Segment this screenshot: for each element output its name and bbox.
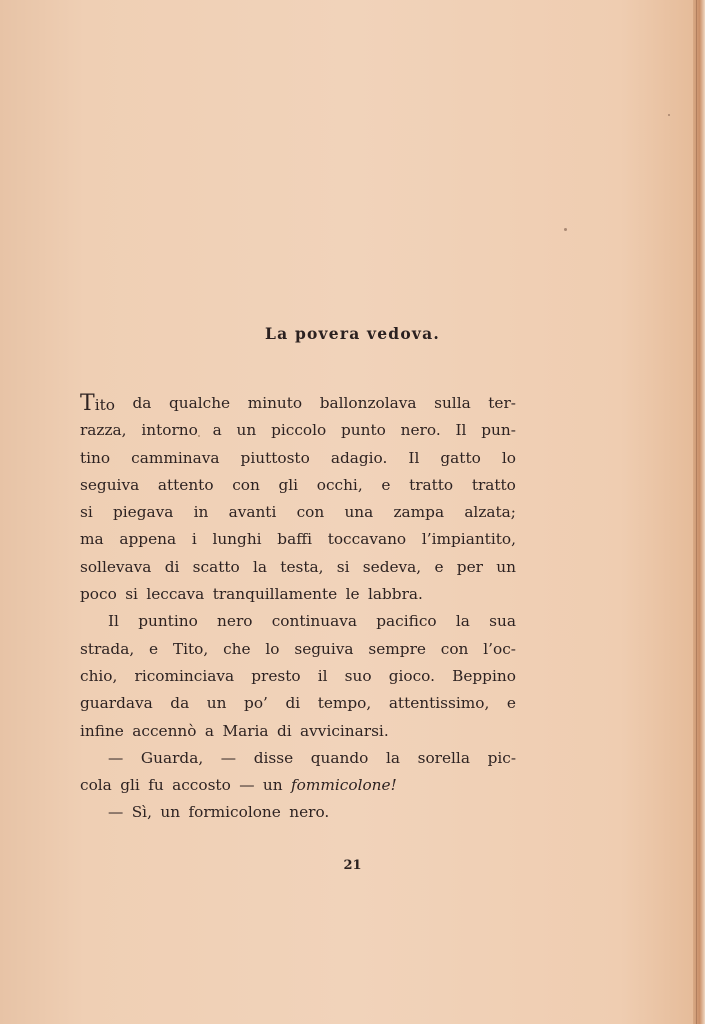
word: camminava xyxy=(131,448,220,467)
word: qualche xyxy=(168,394,231,412)
text-line xyxy=(80,417,516,444)
word: zampa xyxy=(393,503,445,522)
word: punto xyxy=(341,421,386,440)
word: accosto xyxy=(172,776,231,795)
word: le xyxy=(345,585,360,604)
text-line xyxy=(80,390,516,417)
text-line xyxy=(80,772,516,799)
word: testa, xyxy=(280,557,324,576)
word: accennò xyxy=(132,721,197,740)
word: piegava xyxy=(112,503,174,522)
paper-speck xyxy=(668,114,670,116)
word: a xyxy=(204,721,215,740)
word: pic- xyxy=(487,748,516,767)
word: razza, xyxy=(80,421,127,440)
word: lunghi xyxy=(212,530,262,549)
word: Sì, xyxy=(131,803,152,822)
word: che xyxy=(223,639,251,658)
word: un xyxy=(496,557,516,576)
word: sollevava xyxy=(80,557,152,576)
word: — xyxy=(108,803,124,822)
word: Maria xyxy=(222,721,269,740)
word: tino xyxy=(80,448,111,467)
word: il xyxy=(317,666,328,685)
page-number: 21 xyxy=(343,858,362,873)
word: si xyxy=(125,585,138,604)
word: un xyxy=(262,776,283,795)
word: tranquillamente xyxy=(212,585,338,604)
word: pacifico xyxy=(376,612,437,631)
word: la xyxy=(455,612,470,631)
word: fommicolone! xyxy=(291,776,397,795)
word: — xyxy=(220,748,237,767)
word: per xyxy=(456,557,483,576)
text-line xyxy=(80,663,516,690)
word: — xyxy=(239,776,255,795)
word: si xyxy=(80,503,93,522)
text-line xyxy=(80,581,516,608)
word: Il xyxy=(408,448,420,467)
word: un xyxy=(160,803,181,822)
word: attento xyxy=(157,475,214,494)
word: intorno xyxy=(141,421,198,440)
word: gli xyxy=(120,776,140,795)
word: si xyxy=(336,557,350,576)
word: tratto xyxy=(471,475,516,494)
text-line xyxy=(80,526,516,553)
word: da xyxy=(170,694,190,713)
word: e xyxy=(149,639,159,658)
word: continuava xyxy=(271,612,357,631)
text-line xyxy=(80,745,516,772)
word: di xyxy=(164,557,180,576)
word: ballonzolava xyxy=(319,394,417,412)
word: attentissimo, xyxy=(388,694,490,713)
word: l’oc- xyxy=(483,639,516,658)
word: lo xyxy=(501,448,516,467)
word: pun- xyxy=(481,421,516,440)
text-line xyxy=(80,554,516,581)
word: leccava xyxy=(146,585,205,604)
text-line xyxy=(80,718,516,745)
word: a xyxy=(212,421,222,440)
word: con xyxy=(232,475,260,494)
word: sorella xyxy=(417,748,470,767)
word: con xyxy=(440,639,469,658)
word: piuttosto xyxy=(240,448,310,467)
word: appena xyxy=(119,530,177,549)
word: e xyxy=(381,475,391,494)
chapter-title: La povera vedova. xyxy=(265,324,440,343)
word: disse xyxy=(253,748,294,767)
word: occhi, xyxy=(316,475,363,494)
word: gatto xyxy=(440,448,481,467)
word-part: ito xyxy=(94,396,115,414)
word: sempre xyxy=(368,639,426,658)
word: Il xyxy=(455,421,467,440)
word: ter- xyxy=(488,394,516,412)
word: piccolo xyxy=(271,421,327,440)
word: seguiva xyxy=(294,639,354,658)
word: chio, xyxy=(80,666,118,685)
word: da xyxy=(132,394,152,412)
text-line xyxy=(80,690,516,717)
word: i xyxy=(191,530,197,549)
word: nero xyxy=(217,612,253,631)
word: Beppino xyxy=(452,666,516,685)
word: seguiva xyxy=(80,475,140,494)
drop-cap: T xyxy=(80,391,95,416)
word: sua xyxy=(489,612,516,631)
word: nero. xyxy=(289,803,330,822)
text-line xyxy=(80,499,516,526)
text-line xyxy=(80,445,516,472)
word: sedeva, xyxy=(362,557,422,576)
word: sulla xyxy=(434,394,471,412)
word: scatto xyxy=(192,557,240,576)
word: minuto xyxy=(247,394,303,412)
word: baffi xyxy=(277,530,312,549)
word: presto xyxy=(251,666,301,685)
word: di xyxy=(285,694,301,713)
word: una xyxy=(344,503,374,522)
word: formicolone xyxy=(188,803,281,822)
word: suo xyxy=(344,666,372,685)
word: nero. xyxy=(400,421,441,440)
word: labbra. xyxy=(367,585,423,604)
word: un xyxy=(206,694,227,713)
word: po’ xyxy=(244,694,268,713)
word: e xyxy=(434,557,444,576)
body-text xyxy=(80,390,516,827)
word: avvicinarsi. xyxy=(300,721,389,740)
word: alzata; xyxy=(464,503,516,522)
word: Il xyxy=(108,612,119,631)
word: in xyxy=(193,503,209,522)
word: Guarda, xyxy=(140,748,204,767)
word: puntino xyxy=(138,612,198,631)
word: avanti xyxy=(228,503,277,522)
word: guardava xyxy=(80,694,153,713)
paper-speck xyxy=(564,228,567,231)
word: ricominciava xyxy=(134,666,235,685)
word: tempo, xyxy=(317,694,372,713)
word: l’impiantito, xyxy=(421,530,516,549)
word: poco xyxy=(80,585,117,604)
word: tratto xyxy=(409,475,454,494)
word: cola xyxy=(80,776,112,795)
word: gioco. xyxy=(388,666,435,685)
word: strada, xyxy=(80,639,135,658)
text-line xyxy=(80,608,516,635)
text-line xyxy=(80,636,516,663)
word: ma xyxy=(80,530,104,549)
word: quando xyxy=(310,748,369,767)
word: la xyxy=(253,557,268,576)
word: fu xyxy=(148,776,164,795)
word: un xyxy=(236,421,257,440)
word: — xyxy=(108,748,124,767)
word: di xyxy=(276,721,292,740)
text-line xyxy=(80,799,516,826)
word: adagio. xyxy=(330,448,388,467)
word: infine xyxy=(80,721,124,740)
word: con xyxy=(296,503,325,522)
word: lo xyxy=(265,639,280,658)
word: gli xyxy=(278,475,299,494)
word: e xyxy=(506,694,516,713)
text-line xyxy=(80,472,516,499)
word: toccavano xyxy=(327,530,407,549)
word xyxy=(80,390,115,417)
word: Tito, xyxy=(172,639,209,658)
word: la xyxy=(385,748,400,767)
